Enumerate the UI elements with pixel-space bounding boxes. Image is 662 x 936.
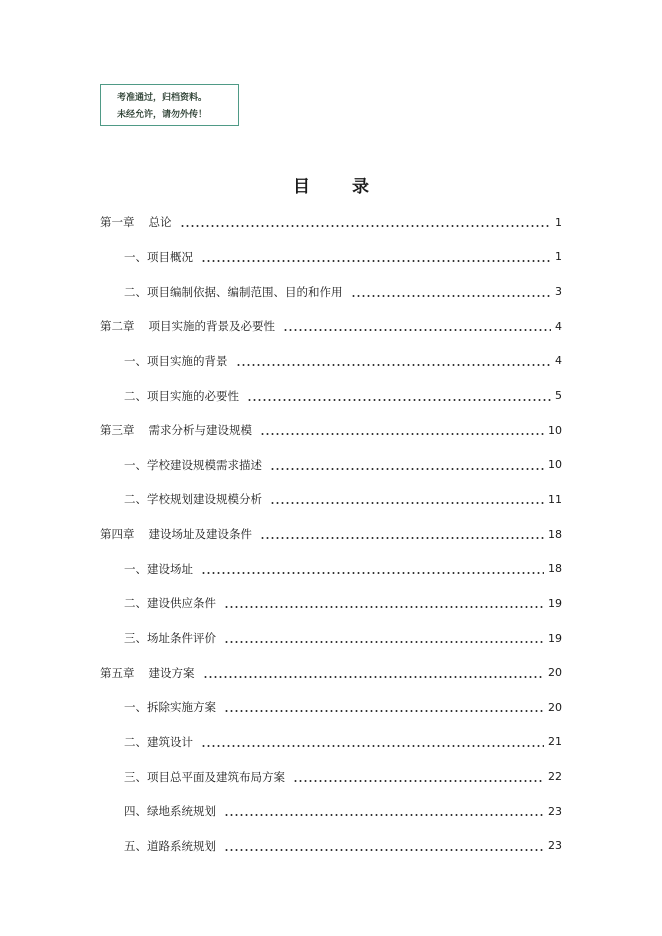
toc-page-number: 18 <box>548 527 562 541</box>
toc-entry-text: 一、学校建设规模需求描述 <box>124 457 262 472</box>
toc-chapter-number: 第三章 <box>100 423 135 438</box>
dot-leader <box>260 424 544 436</box>
toc-entry-label <box>124 457 266 473</box>
toc-page-number: 21 <box>548 735 562 749</box>
dot-leader <box>224 805 544 817</box>
toc-entry-text: 一、项目实施的背景 <box>124 353 228 368</box>
toc-entry-text: 三、项目总平面及建筑布局方案 <box>124 769 285 784</box>
dot-leader <box>260 528 544 540</box>
toc-entry-text: 项目实施的背景及必要性 <box>148 319 275 334</box>
toc-entry-label <box>124 630 220 646</box>
toc-entry-label <box>124 388 243 404</box>
toc-section-entry[interactable] <box>100 794 562 829</box>
dot-leader <box>201 563 544 575</box>
toc-entry-label <box>100 665 199 681</box>
toc-entry-text: 需求分析与建设规模 <box>148 423 252 438</box>
toc-entry-text: 建设方案 <box>148 665 195 680</box>
toc-section-entry[interactable] <box>100 482 562 517</box>
toc-entry-label <box>124 838 220 854</box>
page-title: 目 录 <box>293 177 387 197</box>
toc-section-entry[interactable] <box>100 344 562 379</box>
toc-chapter-entry[interactable] <box>100 655 562 690</box>
dot-leader <box>270 459 544 471</box>
notice-line-1: 考准通过，归档资料。 <box>117 93 208 103</box>
toc-section-entry[interactable] <box>100 759 562 794</box>
toc-entry-label <box>124 284 347 300</box>
toc-entry-label <box>124 699 220 715</box>
toc-entry-label <box>100 422 256 438</box>
dot-leader <box>201 251 551 263</box>
table-of-contents <box>100 205 562 863</box>
toc-entry-text: 总论 <box>148 215 172 230</box>
toc-entry-text: 一、建设场址 <box>124 561 193 576</box>
toc-section-entry[interactable] <box>100 551 562 586</box>
toc-section-entry[interactable] <box>100 725 562 760</box>
toc-entry-label <box>124 249 197 265</box>
toc-entry-label <box>124 353 232 369</box>
toc-page-number: 4 <box>555 354 562 368</box>
toc-entry-label <box>100 526 256 542</box>
toc-page-number: 10 <box>548 423 562 437</box>
toc-chapter-number: 第二章 <box>100 319 135 334</box>
toc-entry-text: 二、项目实施的必要性 <box>124 388 239 403</box>
toc-page-number: 22 <box>548 770 562 784</box>
toc-section-entry[interactable] <box>100 621 562 656</box>
dot-leader <box>236 355 552 367</box>
toc-section-entry[interactable] <box>100 829 562 864</box>
dot-leader <box>180 216 552 228</box>
toc-page-number: 23 <box>548 804 562 818</box>
toc-entry-label <box>124 491 266 507</box>
dot-leader <box>270 493 544 505</box>
toc-entry-text: 二、建筑设计 <box>124 734 193 749</box>
toc-section-entry[interactable] <box>100 240 562 275</box>
toc-entry-label <box>100 318 279 334</box>
confidential-notice-stamp <box>100 84 239 126</box>
toc-section-entry[interactable] <box>100 586 562 621</box>
toc-entry-text: 一、项目概况 <box>124 249 193 264</box>
toc-section-entry[interactable] <box>100 447 562 482</box>
notice-line-2: 未经允许，请勿外传！ <box>117 110 208 120</box>
toc-entry-text: 五、道路系统规划 <box>124 838 216 853</box>
toc-entry-label <box>124 595 220 611</box>
toc-entry-text: 二、建设供应条件 <box>124 596 216 611</box>
toc-entry-label <box>124 734 197 750</box>
toc-section-entry[interactable] <box>100 690 562 725</box>
dot-leader <box>224 840 544 852</box>
toc-page-number: 1 <box>555 250 562 264</box>
toc-page-number: 11 <box>548 492 562 506</box>
dot-leader <box>351 286 552 298</box>
toc-section-entry[interactable] <box>100 274 562 309</box>
toc-entry-label <box>124 769 289 785</box>
toc-page-number: 3 <box>555 285 562 299</box>
dot-leader <box>293 771 544 783</box>
toc-chapter-entry[interactable] <box>100 309 562 344</box>
toc-page-number: 19 <box>548 631 562 645</box>
dot-leader <box>201 736 544 748</box>
toc-chapter-number: 第五章 <box>100 665 135 680</box>
toc-entry-text: 二、学校规划建设规模分析 <box>124 492 262 507</box>
dot-leader <box>224 701 544 713</box>
toc-page-number: 23 <box>548 839 562 853</box>
toc-entry-text: 二、项目编制依据、编制范围、目的和作用 <box>124 284 343 299</box>
toc-entry-text: 一、拆除实施方案 <box>124 700 216 715</box>
dot-leader <box>224 632 544 644</box>
toc-page-number: 4 <box>555 319 562 333</box>
toc-chapter-entry[interactable] <box>100 205 562 240</box>
dot-leader <box>283 320 551 332</box>
toc-chapter-number: 第四章 <box>100 527 135 542</box>
toc-page-number: 10 <box>548 458 562 472</box>
toc-chapter-entry[interactable] <box>100 517 562 552</box>
toc-entry-text: 四、绿地系统规划 <box>124 804 216 819</box>
toc-entry-text: 三、场址条件评价 <box>124 631 216 645</box>
toc-page-number: 19 <box>548 596 562 610</box>
toc-entry-label <box>124 561 197 577</box>
toc-chapter-number: 第一章 <box>100 215 135 230</box>
toc-page-number: 18 <box>548 562 562 576</box>
toc-entry-label <box>124 803 220 819</box>
toc-chapter-entry[interactable] <box>100 413 562 448</box>
toc-page-number: 5 <box>555 389 562 403</box>
toc-entry-text: 建设场址及建设条件 <box>148 527 252 542</box>
toc-page-number: 20 <box>548 666 562 680</box>
dot-leader <box>203 667 545 679</box>
toc-section-entry[interactable] <box>100 378 562 413</box>
toc-entry-label <box>100 214 176 230</box>
dot-leader <box>224 597 544 609</box>
toc-page-number: 20 <box>548 700 562 714</box>
dot-leader <box>247 390 551 402</box>
toc-page-number: 1 <box>555 215 562 229</box>
